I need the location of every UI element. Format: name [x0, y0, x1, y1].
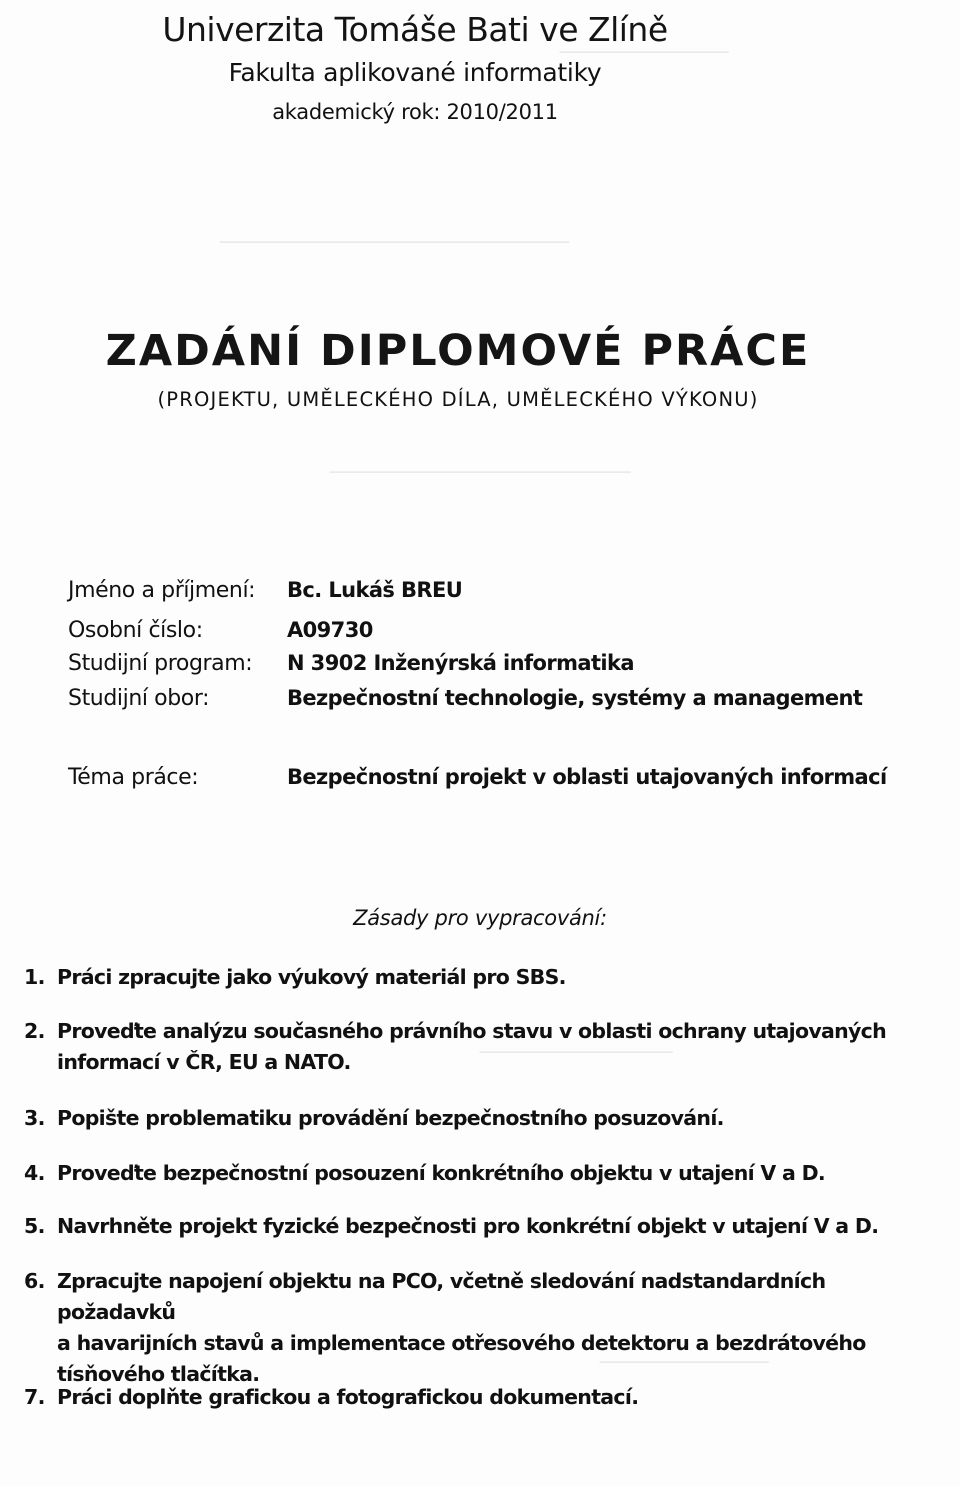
list-item-number: 5.: [24, 1214, 45, 1238]
info-value: Bezpečnostní technologie, systémy a management: [287, 686, 863, 710]
info-label: Jméno a příjmení:: [68, 578, 256, 603]
bleed-through-decoration: ──────────────: [560, 40, 729, 64]
list-item-line: Zpracujte napojení objektu na PCO, včetně sledování nadstandardních požadavků: [57, 1269, 826, 1324]
info-row-study-program: [0, 651, 960, 683]
bleed-through-decoration: ────────────────: [480, 1040, 673, 1064]
info-row-name: [0, 578, 960, 610]
list-item-text: [57, 1016, 937, 1078]
document-subtitle: (PROJEKTU, UMĚLECKÉHO DÍLA, UMĚLECKÉHO VÝKONU): [157, 388, 759, 411]
list-item-line: informací v ČR, EU a NATO.: [57, 1050, 351, 1074]
principles-heading: Zásady pro vypracování:: [353, 906, 607, 930]
info-value: Bc. Lukáš BREU: [287, 578, 463, 602]
list-item-number: 2.: [24, 1019, 45, 1043]
bleed-through-decoration: ──────────────: [600, 1350, 769, 1374]
list-item-number: 6.: [24, 1269, 45, 1293]
list-item-line: Práci doplňte grafickou a fotografickou dokumentací.: [57, 1385, 639, 1409]
list-item-number: 7.: [24, 1385, 45, 1409]
info-label: Osobní číslo:: [68, 618, 203, 643]
list-item-text: [57, 1103, 937, 1134]
list-item-line: Proveďte analýzu současného právního stavu v oblasti ochrany utajovaných: [57, 1019, 887, 1043]
info-label: Téma práce:: [68, 765, 199, 790]
info-value: Bezpečnostní projekt v oblasti utajovaných informací: [287, 765, 887, 789]
info-value: A09730: [287, 618, 373, 642]
document-title: ZADÁNÍ DIPLOMOVÉ PRÁCE: [105, 326, 811, 376]
info-label: Studijní obor:: [68, 686, 210, 711]
list-item-line: Proveďte bezpečnostní posouzení konkrétního objektu v utajení V a D.: [57, 1161, 825, 1185]
info-row-study-field: [0, 686, 960, 718]
academic-year: akademický rok: 2010/2011: [272, 100, 558, 124]
faculty-name: Fakulta aplikované informatiky: [228, 58, 602, 87]
info-label: Studijní program:: [68, 651, 253, 676]
list-item-text: [57, 1266, 937, 1390]
list-item-line: tísňového tlačítka.: [57, 1362, 260, 1386]
list-item-line: Práci zpracujte jako výukový materiál pro SBS.: [57, 965, 566, 989]
list-item-number: 3.: [24, 1106, 45, 1130]
bleed-through-decoration: ─────────────────────────: [330, 460, 632, 484]
info-row-thesis-topic: [0, 765, 960, 797]
list-item-text: [57, 1158, 937, 1189]
university-name: Univerzita Tomáše Bati ve Zlíně: [162, 10, 668, 49]
bleed-through-decoration: ─────────────────────────────: [220, 230, 570, 254]
info-value: N 3902 Inženýrská informatika: [287, 651, 634, 675]
list-item-number: 1.: [24, 965, 45, 989]
list-item-line: a havarijních stavů a implementace otřesového detektoru a bezdrátového: [57, 1331, 866, 1355]
list-item-number: 4.: [24, 1161, 45, 1185]
info-row-personal-number: [0, 618, 960, 650]
list-item-line: Popište problematiku provádění bezpečnostního posuzování.: [57, 1106, 724, 1130]
list-item-text: [57, 962, 937, 993]
list-item-text: [57, 1211, 937, 1242]
list-item-line: Navrhněte projekt fyzické bezpečnosti pro konkrétní objekt v utajení V a D.: [57, 1214, 879, 1238]
list-item-text: [57, 1382, 937, 1413]
